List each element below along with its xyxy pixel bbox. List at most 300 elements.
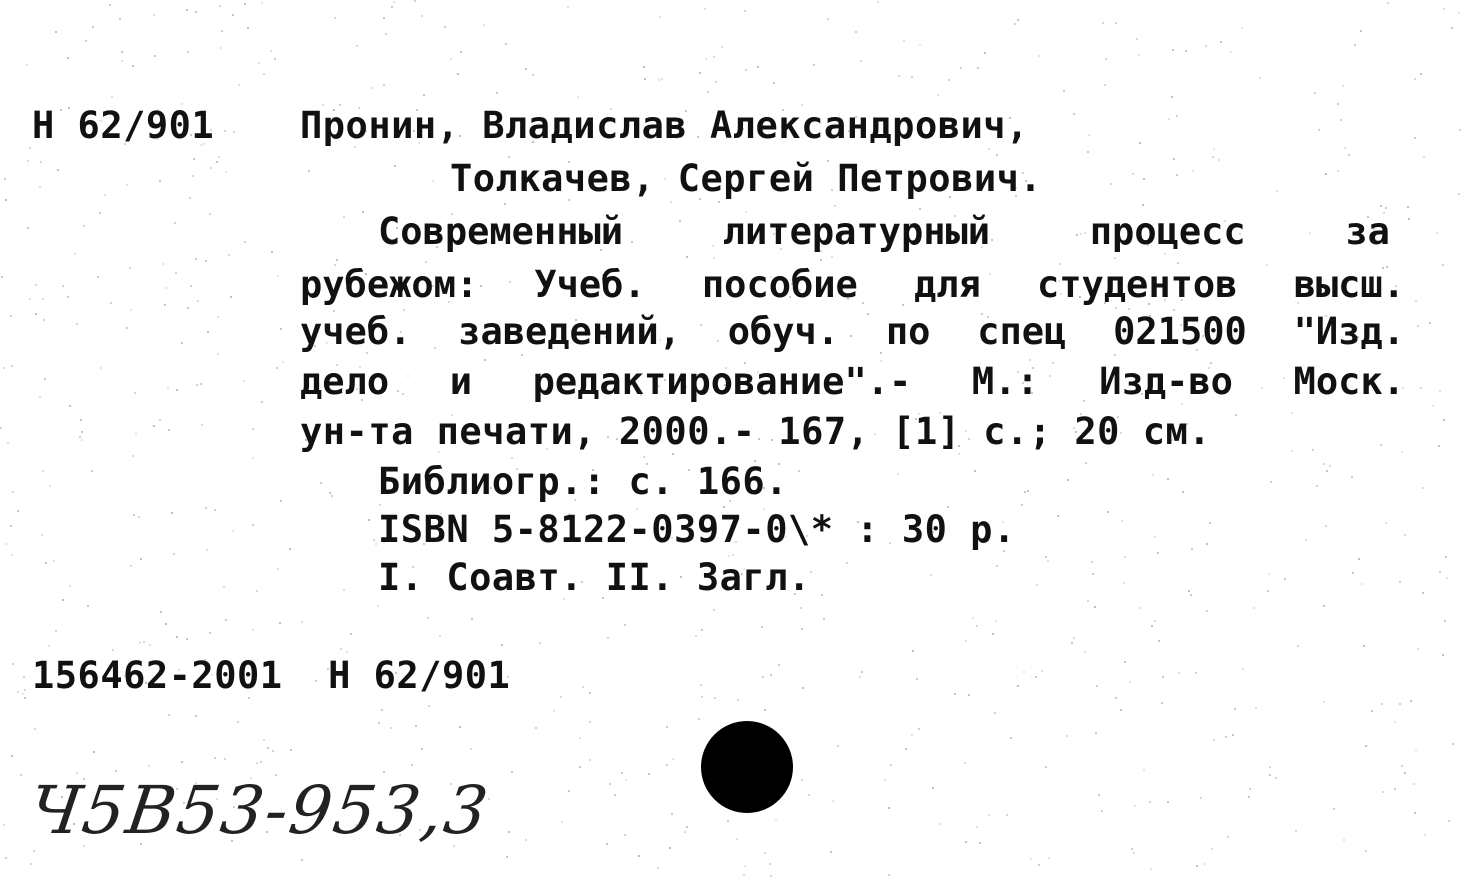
speckle [126,327,128,329]
speckle [195,715,197,717]
speckle [457,73,459,75]
speckle [4,178,6,180]
speckle [223,586,225,588]
speckle [884,779,886,781]
speckle [1420,387,1422,389]
speckle [460,51,462,53]
speckle [977,67,979,69]
speckle [1253,607,1255,609]
title-line-2 [300,263,1405,307]
speckle [153,425,155,427]
speckle [1365,745,1367,747]
speckle [1124,556,1126,558]
speckle [244,241,246,243]
speckle [832,800,834,802]
speckle [698,718,700,720]
speckle [1124,661,1126,663]
speckle [252,524,254,526]
speckle [126,184,128,186]
speckle [1158,640,1160,642]
speckle [12,663,14,665]
speckle [968,694,970,696]
speckle [1195,672,1197,674]
speckle [801,628,803,630]
speckle [1452,743,1454,745]
speckle [270,50,272,52]
speckle [897,473,899,475]
word: Изд-во [1099,360,1233,403]
speckle [1385,522,1387,524]
speckle [607,637,609,639]
speckle [1131,848,1133,850]
speckle [252,629,254,631]
speckle [1451,27,1453,29]
speckle [393,1,395,3]
speckle [1114,257,1116,259]
speckle [1154,536,1156,538]
speckle [187,51,189,53]
word: "Изд. [1293,310,1405,353]
speckle [1361,583,1363,585]
speckle [10,315,12,317]
speckle [1143,178,1145,180]
speckle [55,630,57,632]
speckle [1038,55,1040,57]
speckle [421,748,423,750]
speckle [1196,865,1198,867]
speckle [1344,147,1346,149]
speckle [1234,708,1236,710]
title-line-3 [300,310,1405,354]
speckle [1084,651,1086,653]
speckle [658,79,660,81]
speckle [121,60,123,62]
speckle [1423,156,1425,158]
speckle [1326,470,1328,472]
word: редактирование".- [532,360,912,403]
speckle [175,272,177,274]
speckle [764,852,766,854]
speckle [290,749,292,751]
speckle [1209,522,1211,524]
speckle [1401,765,1403,767]
speckle [415,725,417,727]
speckle [954,693,956,695]
speckle [661,78,663,80]
speckle [837,745,839,747]
speckle [1420,73,1422,75]
speckle [1035,676,1037,678]
word: Современный [378,210,624,253]
speckle [1227,836,1229,838]
speckle [721,46,723,48]
speckle [1444,620,1446,622]
speckle [1041,670,1043,672]
speckle [1204,863,1206,865]
speckle [1337,103,1339,105]
speckle [1182,491,1184,493]
speckle [1385,207,1387,209]
speckle [798,470,800,472]
speckle [85,40,87,42]
speckle [1114,354,1116,356]
speckle [1121,520,1123,522]
speckle [1232,734,1234,736]
speckle [757,66,759,68]
speckle [861,671,863,673]
speckle [10,525,12,527]
speckle [1268,573,1270,575]
speckle [79,436,81,438]
speckle [1443,419,1445,421]
speckle [1318,129,1320,131]
speckle [525,68,527,70]
speckle [1110,183,1112,185]
speckle [903,40,905,42]
speckle [657,867,659,869]
speckle [1087,600,1089,602]
word: за [1345,210,1390,253]
speckle [1305,539,1307,541]
speckle [508,831,510,833]
speckle [916,678,918,680]
speckle [195,11,197,13]
speckle [704,8,706,10]
word: и [449,360,472,403]
speckle [1105,58,1107,60]
speckle [1276,190,1278,192]
speckle [1220,41,1222,43]
speckle [888,874,890,876]
speckle [539,642,541,644]
speckle [483,24,485,26]
speckle [713,56,715,58]
speckle [1248,796,1250,798]
speckle [153,14,155,16]
speckle [666,764,668,766]
speckle [99,212,101,214]
speckle [1218,159,1220,161]
speckle [1380,205,1382,207]
speckle [960,67,962,69]
speckle [976,625,978,627]
speckle [238,84,240,86]
speckle [1188,590,1190,592]
speckle [1432,405,1434,407]
speckle [200,383,202,385]
speckle [381,709,383,711]
speckle [1413,783,1415,785]
speckle [261,2,263,4]
speckle [948,79,950,81]
speckle [1,276,3,278]
speckle [1448,820,1450,822]
speckle [670,201,672,203]
speckle [189,197,191,199]
speckle [256,590,258,592]
speckle [186,9,188,11]
speckle [1136,38,1138,40]
speckle [1371,710,1373,712]
speckle [1167,801,1169,803]
tracings-line: I. Соавт. II. Загл. [378,556,811,599]
speckle [995,620,997,622]
speckle [470,748,472,750]
speckle [764,709,766,711]
speckle [1133,852,1135,854]
speckle [67,57,69,59]
speckle [504,203,506,205]
speckle [12,491,14,493]
speckle [1436,232,1438,234]
speckle [29,298,31,300]
speckle [1424,834,1426,836]
speckle [210,167,212,169]
speckle [3,367,5,369]
speckle [29,147,31,149]
speckle [55,31,57,33]
title-line-4 [300,360,1405,404]
speckle [11,365,13,367]
speckle [11,755,13,757]
speckle [1443,8,1445,10]
speckle [138,516,140,518]
speckle [1023,671,1025,673]
speckle [1200,797,1202,799]
speckle [579,766,581,768]
speckle [707,91,709,93]
speckle [168,714,170,716]
speckle [22,693,24,695]
speckle [271,251,273,253]
speckle [130,565,132,567]
speckle [1417,648,1419,650]
speckle [219,5,221,7]
word: спец [977,310,1067,353]
speckle [1340,119,1342,121]
speckle [567,6,569,8]
speckle [1120,709,1122,711]
speckle [53,560,55,562]
speckle [1104,84,1106,86]
speckle [1404,534,1406,536]
speckle [220,47,222,49]
speckle [1387,2,1389,4]
speckle [561,821,563,823]
speckle [1241,27,1243,29]
speckle [855,31,857,33]
speckle [778,664,780,666]
speckle [1342,85,1344,87]
speckle [505,43,507,45]
speckle [173,553,175,555]
speckle [256,762,258,764]
speckle [820,259,822,261]
speckle [996,154,998,156]
speckle [3,824,5,826]
speckle [496,92,498,94]
speckle [686,256,688,258]
speckle [1275,777,1277,779]
speckle [471,618,473,620]
speckle [171,512,173,514]
speckle [1115,307,1117,309]
speckle [331,495,333,497]
word: пособие [701,263,858,306]
speckle [207,331,209,333]
speckle [1178,672,1180,674]
word: литературный [722,210,991,253]
speckle [762,676,764,678]
speckle [1162,676,1164,678]
speckle [1167,478,1169,480]
speckle [81,439,83,441]
speckle [1115,22,1117,24]
isbn-line: ISBN 5-8122-0397-0\* : 30 р. [378,508,1016,551]
speckle [421,15,423,17]
speckle [1168,118,1170,120]
speckle [877,1,879,3]
speckle [695,635,697,637]
speckle [132,455,134,457]
speckle [414,0,416,2]
speckle [428,705,430,707]
speckle [27,160,29,162]
speckle [176,636,178,638]
speckle [937,94,939,96]
speckle [162,263,164,265]
speckle [371,87,373,89]
speckle [377,605,379,607]
speckle [1151,625,1153,627]
speckle [181,761,183,763]
speckle [214,757,216,759]
speckle [206,549,208,551]
speckle [976,826,978,828]
speckle [329,492,331,494]
title-line-5: ун-та печати, 2000.- 167, [1] с.; 20 см. [300,410,1212,453]
speckle [1438,445,1440,447]
speckle [301,859,303,861]
speckle [965,640,967,642]
speckle [625,779,627,781]
speckle [761,626,763,628]
speckle [247,27,249,29]
speckle [379,504,381,506]
speckle [24,689,26,691]
speckle [834,205,836,207]
speckle [859,676,861,678]
word: учеб. [300,310,412,353]
speckle [511,771,513,773]
speckle [1439,390,1441,392]
speckle [276,367,278,369]
speckle [289,548,291,550]
speckle [1107,511,1109,513]
speckle [1173,158,1175,160]
speckle [232,14,234,16]
speckle [1143,769,1145,771]
speckle [135,433,137,435]
speckle [49,485,51,487]
speckle [813,64,815,66]
speckle [119,18,121,20]
speckle [272,750,274,752]
speckle [33,850,35,852]
speckle [45,562,47,564]
speckle [187,307,189,309]
speckle [1092,573,1094,575]
speckle [279,622,281,624]
speckle [167,387,169,389]
speckle [1363,645,1365,647]
speckle [568,790,570,792]
speckle [35,313,37,315]
speckle [277,568,279,570]
speckle [1101,810,1103,812]
speckle [638,855,640,857]
speckle [1161,702,1163,704]
speckle [159,180,161,182]
speckle [260,761,262,763]
speckle [1312,449,1314,451]
speckle [1205,45,1207,47]
speckle [609,783,611,785]
speckle [373,539,375,541]
speckle [1352,572,1354,574]
speckle [911,734,913,736]
speckle [26,64,28,66]
speckle [1152,474,1154,476]
speckle [1213,739,1215,741]
speckle [130,309,132,311]
speckle [988,814,990,816]
speckle [860,60,862,62]
speckle [385,33,387,35]
speckle [1295,830,1297,832]
speckle [715,81,717,83]
speckle [1085,462,1087,464]
speckle [770,875,772,877]
speckle [20,774,22,776]
word: высш. [1293,263,1405,306]
speckle [244,3,246,5]
speckle [1459,129,1461,131]
speckle [5,199,7,201]
speckle [1063,90,1065,92]
speckle [76,323,78,325]
speckle [190,285,192,287]
speckle [1045,766,1047,768]
speckle [743,874,745,876]
speckle [100,367,102,369]
speckle [375,543,377,545]
speckle [643,456,645,458]
speckle [1067,479,1069,481]
speckle [1337,170,1339,172]
speckle [391,6,393,8]
speckle [579,737,581,739]
speckle [1445,556,1447,558]
speckle [890,764,892,766]
speckle [97,276,99,278]
speckle [111,96,113,98]
speckle [41,534,43,536]
speckle [802,687,804,689]
speckle [1323,701,1325,703]
speckle [181,342,183,344]
punch-hole [701,721,793,813]
